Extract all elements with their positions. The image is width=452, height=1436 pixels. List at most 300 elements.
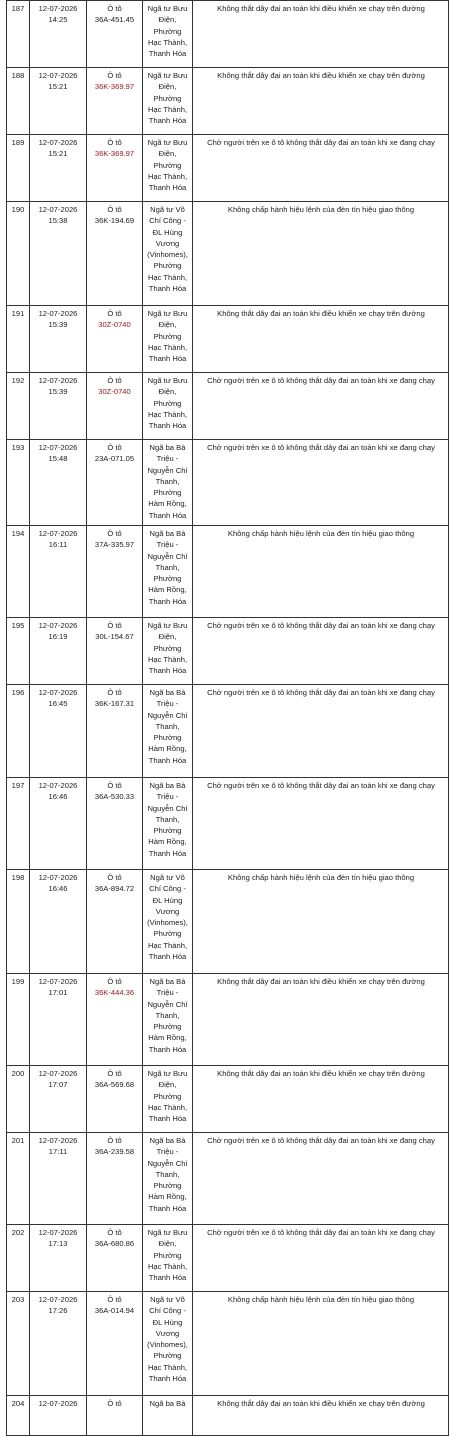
violation-date: 12-07-2026 [38,529,78,538]
location-cell [143,618,193,685]
violation-date: 12-07-2026 [38,309,78,318]
location-line: ĐL Hùng [152,1317,183,1327]
location-line: Phường [153,1351,182,1361]
violation-cell [193,778,449,870]
table-row [7,202,449,306]
location-line: Ngã ba Bà [149,688,186,697]
violation-description: Không chấp hành hiệu lệnh của đèn tín hiệu giao thông [227,1295,415,1304]
location-line: Thanh Hóa [148,284,187,294]
violation-time: 15:21 [48,149,68,159]
location-line: Thanh, [155,562,180,572]
violation-date: 12-07-2026 [38,1228,78,1237]
location-line: Hàm Rồng, [148,1192,187,1202]
violation-description: Chở người trên xe ô tô không thắt dây đai an toàn khi xe đang chạy [207,1228,435,1237]
vehicle-type: Ô tô [107,873,122,882]
violation-date: 12-07-2026 [38,376,78,385]
row-number-cell [7,1225,30,1292]
location-line: ĐL Hùng [152,227,183,237]
row-number: 193 [11,443,25,452]
datetime-cell [30,870,87,974]
violation-cell [193,373,449,440]
vehicle-cell [87,306,143,373]
violation-cell [193,68,449,135]
datetime-cell [30,1225,87,1292]
datetime-cell [30,1133,87,1225]
row-number: 198 [11,873,25,882]
violation-description: Không thắt dây đai an toàn khi điều khiển xe chạy trên đường [217,1069,425,1078]
violation-time: 15:39 [48,387,68,397]
row-number: 204 [11,1399,25,1408]
row-number: 197 [11,781,25,790]
violation-time: 17:11 [48,1147,68,1157]
table-row [7,135,449,202]
location-line: ĐL Hùng [152,895,183,905]
table-row [7,685,449,778]
vehicle-cell [87,1292,143,1396]
location-line: (Vinhomes), [147,250,188,260]
row-number: 194 [11,529,25,538]
location-line: Chí Công - [149,1306,186,1316]
row-number-cell [7,135,30,202]
location-line: Thanh Hóa [148,1044,187,1054]
location-line: Ngã ba Bà [149,443,186,452]
row-number: 187 [11,4,25,13]
location-line: Phường [153,1181,182,1191]
violation-time: 15:48 [48,454,68,464]
location-line: Điện, [158,387,177,397]
license-plate: 36A-569.68 [94,1080,135,1090]
violation-cell [193,974,449,1066]
table-row [7,870,449,974]
violation-cell [193,440,449,526]
location-line: Hạc Thành, [147,1102,188,1112]
vehicle-type: Ô tô [107,688,122,697]
license-plate: 36K-369.97 [94,149,135,159]
location-line: Phường [153,1091,182,1101]
location-line: Phường [153,160,182,170]
location-line: Ngã ba Bà [149,1399,186,1408]
violation-time: 16:11 [48,540,68,550]
location-line: Hạc Thành, [147,1261,188,1271]
row-number-cell [7,1066,30,1133]
datetime-cell [30,618,87,685]
location-line: Điện, [158,15,177,25]
vehicle-type: Ô tô [107,1399,122,1408]
location-line: Thanh Hóa [148,49,187,59]
location-line: Phường [153,26,182,36]
row-number: 188 [11,71,25,80]
datetime-cell [30,1396,87,1436]
location-line: Triệu - [156,699,179,709]
datetime-cell [30,68,87,135]
table-row [7,373,449,440]
location-line: Ngã ba Bà [149,781,186,790]
location-line: Thanh Hóa [148,1374,187,1384]
location-line: Thanh Hóa [148,1203,187,1213]
location-cell [143,1292,193,1396]
location-line: Ngã tư Bưu [147,1228,188,1237]
location-cell [143,1133,193,1225]
violation-date: 12-07-2026 [38,977,78,986]
location-line: Nguyễn Chí [147,999,188,1009]
location-line: Thanh Hóa [148,1273,187,1283]
location-line: (Vinhomes), [147,1340,188,1350]
vehicle-cell [87,68,143,135]
location-line: Thanh Hóa [148,354,187,364]
violation-date: 12-07-2026 [38,1295,78,1304]
table-row [7,526,449,618]
violation-description: Chở người trên xe ô tô không thắt dây đai an toàn khi xe đang chạy [207,443,435,452]
location-cell [143,778,193,870]
violation-date: 12-07-2026 [38,688,78,697]
datetime-cell [30,202,87,306]
location-line: Điện, [158,82,177,92]
location-line: Nguyễn Chí [147,1158,188,1168]
row-number-cell [7,440,30,526]
license-plate: 36K-167.31 [94,699,135,709]
violation-cell [193,1225,449,1292]
location-line: Vương [155,906,180,916]
table-row [7,1396,449,1436]
license-plate: 23A-071.05 [94,454,135,464]
license-plate: 36A-014.94 [94,1306,135,1316]
vehicle-type: Ô tô [107,443,122,452]
violation-time: 14:25 [48,15,68,25]
row-number-cell [7,68,30,135]
violation-description: Chở người trên xe ô tô không thắt dây đai an toàn khi xe đang chạy [207,781,435,790]
violation-cell [193,1292,449,1396]
row-number: 190 [11,205,25,214]
location-line: Hạc Thành, [147,409,188,419]
location-line: Điện, [158,1239,177,1249]
vehicle-cell [87,778,143,870]
row-number-cell [7,1396,30,1436]
location-line: Nguyễn Chí [147,710,188,720]
location-line: Triệu - [156,792,179,802]
vehicle-type: Ô tô [107,4,122,13]
location-line: Triệu - [156,454,179,464]
datetime-cell [30,1,87,68]
location-line: Phường [153,93,182,103]
license-plate: 36A-680.86 [94,1239,135,1249]
violation-time: 17:13 [48,1239,68,1249]
row-number-cell [7,373,30,440]
vehicle-cell [87,1066,143,1133]
row-number: 202 [11,1228,25,1237]
violation-cell [193,306,449,373]
datetime-cell [30,1292,87,1396]
location-line: Hạc Thành, [147,272,188,282]
row-number-cell [7,870,30,974]
row-number-cell [7,1,30,68]
location-line: Thanh, [155,721,180,731]
license-plate: 36A-239.58 [94,1147,135,1157]
violation-time: 16:19 [48,632,68,642]
violation-date: 12-07-2026 [38,443,78,452]
violation-cell [193,135,449,202]
location-line: Ngã tư Bưu [147,376,188,385]
location-line: Ngã tư Võ [150,873,185,882]
location-cell [143,135,193,202]
vehicle-cell [87,1396,143,1436]
location-cell [143,440,193,526]
violation-cell [193,870,449,974]
violation-date: 12-07-2026 [38,205,78,214]
license-plate: 36A-530.33 [94,792,135,802]
table-row [7,306,449,373]
violation-time: 17:26 [48,1306,68,1316]
location-line: Hạc Thành, [147,1362,188,1372]
violation-time: 17:01 [48,988,68,998]
violation-time: 17:07 [48,1080,68,1090]
vehicle-cell [87,974,143,1066]
violation-time: 16:46 [48,792,68,802]
vehicle-type: Ô tô [107,1228,122,1237]
location-line: Triệu - [156,988,179,998]
table-row [7,1292,449,1396]
location-line: Vương [155,1328,180,1338]
location-line: Điện, [158,320,177,330]
license-plate: 30Z-0740 [98,320,131,330]
location-line: Phường [153,488,182,498]
row-number: 189 [11,138,25,147]
location-cell [143,1,193,68]
location-line: Hạc Thành, [147,654,188,664]
row-number-cell [7,202,30,306]
violation-description: Không thắt dây đai an toàn khi điều khiển xe chạy trên đường [217,977,425,986]
location-cell [143,685,193,778]
table-row [7,440,449,526]
location-line: Phường [153,261,182,271]
violation-date: 12-07-2026 [38,138,78,147]
license-plate: 30L-154.67 [95,632,134,642]
table-row [7,1,449,68]
location-cell [143,68,193,135]
row-number: 200 [11,1069,25,1078]
location-line: Hàm Rồng, [148,744,187,754]
vehicle-type: Ô tô [107,376,122,385]
datetime-cell [30,306,87,373]
row-number: 203 [11,1295,25,1304]
location-line: Thanh Hóa [148,848,187,858]
location-line: Thanh Hóa [148,421,187,431]
violation-time: 15:39 [48,320,68,330]
vehicle-cell [87,618,143,685]
license-plate: 36K-369.97 [94,82,135,92]
table-row [7,1066,449,1133]
vehicle-type: Ô tô [107,309,122,318]
violation-description: Không thắt dây đai an toàn khi điều khiển xe chạy trên đường [217,4,425,13]
violation-description: Chở người trên xe ô tô không thắt dây đai an toàn khi xe đang chạy [207,688,435,697]
location-line: Điện, [158,149,177,159]
license-plate: 36A-451.45 [94,15,135,25]
vehicle-cell [87,440,143,526]
location-line: Triệu - [156,1147,179,1157]
violation-description: Không thắt dây đai an toàn khi điều khiển xe chạy trên đường [217,1399,425,1408]
violation-date: 12-07-2026 [38,873,78,882]
location-line: Chí Công - [149,216,186,226]
vehicle-type: Ô tô [107,205,122,214]
vehicle-type: Ô tô [107,781,122,790]
license-plate: 36A-894.72 [94,884,135,894]
violation-date: 12-07-2026 [38,71,78,80]
license-plate: 37A-335.97 [94,540,135,550]
violation-time: 16:46 [48,884,68,894]
location-cell [143,526,193,618]
violation-cell [193,1066,449,1133]
violation-date: 12-07-2026 [38,1136,78,1145]
datetime-cell [30,373,87,440]
vehicle-cell [87,1225,143,1292]
row-number-cell [7,306,30,373]
location-line: Thanh Hóa [148,952,187,962]
location-cell [143,373,193,440]
license-plate: 36K-444.36 [94,988,135,998]
vehicle-type: Ô tô [107,621,122,630]
violation-description: Không thắt dây đai an toàn khi điều khiển xe chạy trên đường [217,309,425,318]
location-line: Hạc Thành, [147,342,188,352]
violation-date: 12-07-2026 [38,621,78,630]
location-line: Thanh, [155,1169,180,1179]
vehicle-cell [87,685,143,778]
location-line: Ngã ba Bà [149,977,186,986]
location-cell [143,1066,193,1133]
row-number: 195 [11,621,25,630]
violation-date: 12-07-2026 [38,781,78,790]
location-line: Ngã ba Bà [149,1136,186,1145]
location-line: Ngã tư Bưu [147,138,188,147]
violation-description: Không thắt dây đai an toàn khi điều khiển xe chạy trên đường [217,71,425,80]
location-line: Ngã tư Bưu [147,71,188,80]
row-number-cell [7,685,30,778]
violation-cell [193,1133,449,1225]
row-number-cell [7,526,30,618]
location-line: Ngã tư Bưu [147,1069,188,1078]
location-line: Phường [153,398,182,408]
location-line: Vương [155,238,180,248]
location-line: Hạc Thành, [147,171,188,181]
violation-date: 12-07-2026 [38,4,78,13]
row-number: 191 [11,309,25,318]
location-line: Thanh Hóa [148,510,187,520]
vehicle-cell [87,373,143,440]
location-line: Hàm Rồng, [148,499,187,509]
violation-cell [193,1,449,68]
vehicle-type: Ô tô [107,977,122,986]
location-line: Hạc Thành, [147,37,188,47]
row-number: 201 [11,1136,25,1145]
vehicle-type: Ô tô [107,529,122,538]
location-line: Nguyễn Chí [147,465,188,475]
violation-date: 12-07-2026 [38,1399,78,1408]
vehicle-cell [87,1,143,68]
location-line: Nguyễn Chí [147,551,188,561]
license-plate: 30Z-0740 [98,387,131,397]
violation-description: Chở người trên xe ô tô không thắt dây đai an toàn khi xe đang chạy [207,621,435,630]
datetime-cell [30,685,87,778]
vehicle-type: Ô tô [107,1295,122,1304]
location-line: Điện, [158,632,177,642]
location-line: Phường [153,574,182,584]
violation-cell [193,1396,449,1436]
location-line: Điện, [158,1080,177,1090]
table-row [7,1133,449,1225]
row-number: 192 [11,376,25,385]
row-number-cell [7,1133,30,1225]
datetime-cell [30,440,87,526]
location-line: Thanh Hóa [148,596,187,606]
location-cell [143,1225,193,1292]
location-line: Phường [153,929,182,939]
location-line: Phường [153,331,182,341]
location-line: Triệu - [156,540,179,550]
violation-description: Không chấp hành hiệu lệnh của đèn tín hiệu giao thông [227,205,415,214]
violation-cell [193,202,449,306]
location-line: Hàm Rồng, [148,1033,187,1043]
datetime-cell [30,526,87,618]
location-line: Ngã tư Võ [150,205,185,214]
violation-description: Không chấp hành hiệu lệnh của đèn tín hiệu giao thông [227,529,415,538]
violation-cell [193,618,449,685]
vehicle-type: Ô tô [107,1069,122,1078]
location-line: Phường [153,826,182,836]
datetime-cell [30,778,87,870]
vehicle-type: Ô tô [107,138,122,147]
location-cell [143,202,193,306]
location-line: Hạc Thành, [147,940,188,950]
vehicle-type: Ô tô [107,1136,122,1145]
violation-time: 15:38 [48,216,68,226]
violation-cell [193,685,449,778]
location-cell [143,1396,193,1436]
location-line: Thanh Hóa [148,755,187,765]
location-cell [143,306,193,373]
violation-description: Không chấp hành hiệu lệnh của đèn tín hiệu giao thông [227,873,415,882]
location-line: Thanh, [155,1010,180,1020]
license-plate: 36K-194.69 [94,216,135,226]
location-line: Ngã tư Võ [150,1295,185,1304]
violations-table [6,0,449,1436]
table-row [7,68,449,135]
violation-description: Chở người trên xe ô tô không thắt dây đai an toàn khi xe đang chạy [207,1136,435,1145]
row-number: 199 [11,977,25,986]
vehicle-cell [87,202,143,306]
location-line: Thanh Hóa [148,1114,187,1124]
location-line: Thanh Hóa [148,183,187,193]
table-row [7,974,449,1066]
location-line: Hàm Rồng, [148,837,187,847]
location-line: Ngã tư Bưu [147,4,188,13]
violation-time: 16:45 [48,699,68,709]
location-line: Phường [153,643,182,653]
location-line: Hàm Rồng, [148,585,187,595]
datetime-cell [30,974,87,1066]
datetime-cell [30,1066,87,1133]
violations-table-body [7,1,449,1436]
row-number-cell [7,778,30,870]
location-line: (Vinhomes), [147,918,188,928]
violation-date: 12-07-2026 [38,1069,78,1078]
violation-description: Chở người trên xe ô tô không thắt dây đai an toàn khi xe đang chạy [207,376,435,385]
location-line: Chí Công - [149,884,186,894]
location-cell [143,870,193,974]
location-line: Phường [153,733,182,743]
row-number-cell [7,1292,30,1396]
location-line: Thanh Hóa [148,666,187,676]
table-row [7,618,449,685]
location-line: Thanh, [155,814,180,824]
location-cell [143,974,193,1066]
